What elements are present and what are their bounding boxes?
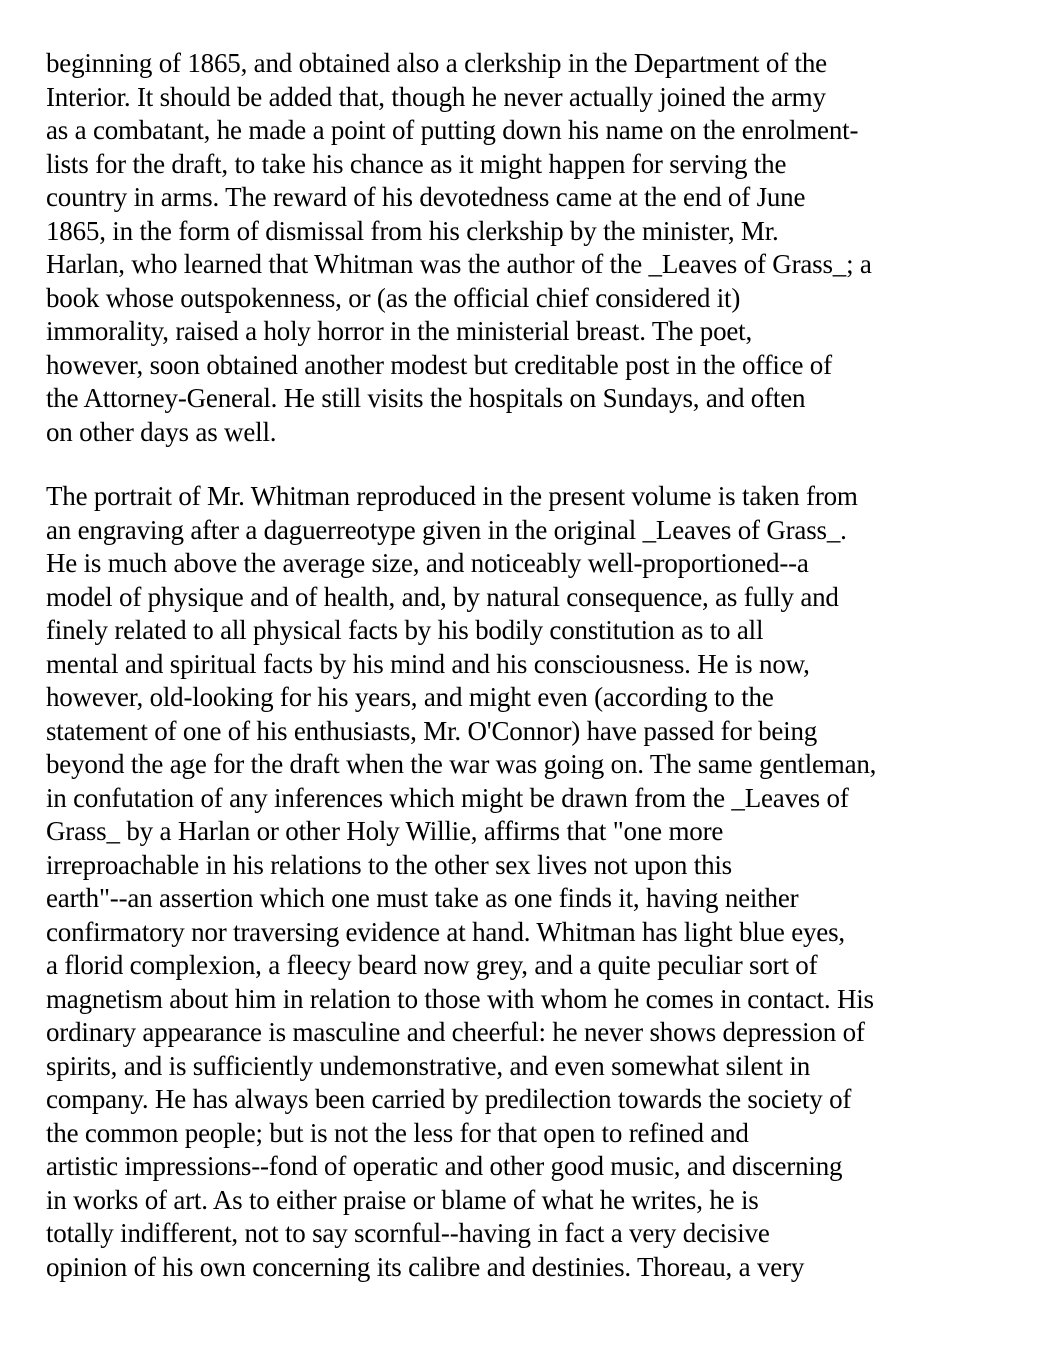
text-line: on other days as well. xyxy=(46,416,277,447)
text-line: ordinary appearance is masculine and cheerful: he never shows depression of xyxy=(46,1017,865,1047)
text-line: totally indifferent, not to say scornful--having in fact a very decisive xyxy=(46,1218,770,1248)
text-line: book whose outspokenness, or (as the official chief considered it) xyxy=(46,282,741,313)
text-line: finely related to all physical facts by his bodily constitution as to all xyxy=(46,615,764,645)
text-line: an engraving after a daguerreotype given in the original _Leaves of Grass_. xyxy=(46,514,847,545)
text-line: however, old-looking for his years, and might even (according to the xyxy=(46,682,774,712)
text-line: mental and spiritual facts by his mind and his consciousness. He is now, xyxy=(46,648,810,679)
text-line: in works of art. As to either praise or blame of what he writes, he is xyxy=(46,1184,759,1215)
text-line: a florid complexion, a fleecy beard now grey, and a quite peculiar sort of xyxy=(46,950,818,980)
text-line: He is much above the average size, and noticeably well-proportioned--a xyxy=(46,548,809,578)
text-line: country in arms. The reward of his devotedness came at the end of June xyxy=(46,182,806,212)
text-line: however, soon obtained another modest but creditable post in the office of xyxy=(46,349,832,380)
text-line: lists for the draft, to take his chance as it might happen for serving the xyxy=(46,148,787,179)
text-line: as a combatant, he made a point of putting down his name on the enrolment- xyxy=(46,115,859,145)
text-line: magnetism about him in relation to those with whom he comes in contact. His xyxy=(46,983,874,1014)
text-line: opinion of his own concerning its calibre and destinies. Thoreau, a very xyxy=(46,1251,805,1282)
paragraph-gap xyxy=(46,449,1006,480)
text-line: spirits, and is sufficiently undemonstrative, and even somewhat silent in xyxy=(46,1050,811,1081)
text-line: irreproachable in his relations to the other sex lives not upon this xyxy=(46,849,732,880)
text-line: Interior. It should be added that, though he never actually joined the army xyxy=(46,81,826,112)
text-line: artistic impressions--fond of operatic and other good music, and discerning xyxy=(46,1151,843,1181)
document-page xyxy=(46,47,1006,1284)
text-line: beyond the age for the draft when the war was going on. The same gentleman, xyxy=(46,749,877,779)
text-line: in confutation of any inferences which might be drawn from the _Leaves of xyxy=(46,782,849,813)
text-line: beginning of 1865, and obtained also a clerkship in the Department of the xyxy=(46,48,827,78)
paragraph-1 xyxy=(46,47,1006,449)
text-line: earth"--an assertion which one must take as one finds it, having neither xyxy=(46,883,799,913)
text-line: 1865, in the form of dismissal from his clerkship by the minister, Mr. xyxy=(46,215,779,246)
text-line: the Attorney-General. He still visits the hospitals on Sundays, and often xyxy=(46,383,806,413)
text-line: model of physique and of health, and, by natural consequence, as fully and xyxy=(46,581,839,612)
text-line: Grass_ by a Harlan or other Holy Willie, affirms that "one more xyxy=(46,816,724,846)
text-line: company. He has always been carried by predilection towards the society of xyxy=(46,1084,852,1114)
text-line: immorality, raised a holy horror in the ministerial breast. The poet, xyxy=(46,316,753,346)
text-line: statement of one of his enthusiasts, Mr. O'Connor) have passed for being xyxy=(46,715,818,746)
text-line: Harlan, who learned that Whitman was the author of the _Leaves of Grass_; a xyxy=(46,249,872,279)
text-line: the common people; but is not the less for that open to refined and xyxy=(46,1117,749,1148)
paragraph-2 xyxy=(46,480,1006,1284)
text-line: The portrait of Mr. Whitman reproduced in the present volume is taken from xyxy=(46,481,858,511)
text-line: confirmatory nor traversing evidence at hand. Whitman has light blue eyes, xyxy=(46,916,845,947)
